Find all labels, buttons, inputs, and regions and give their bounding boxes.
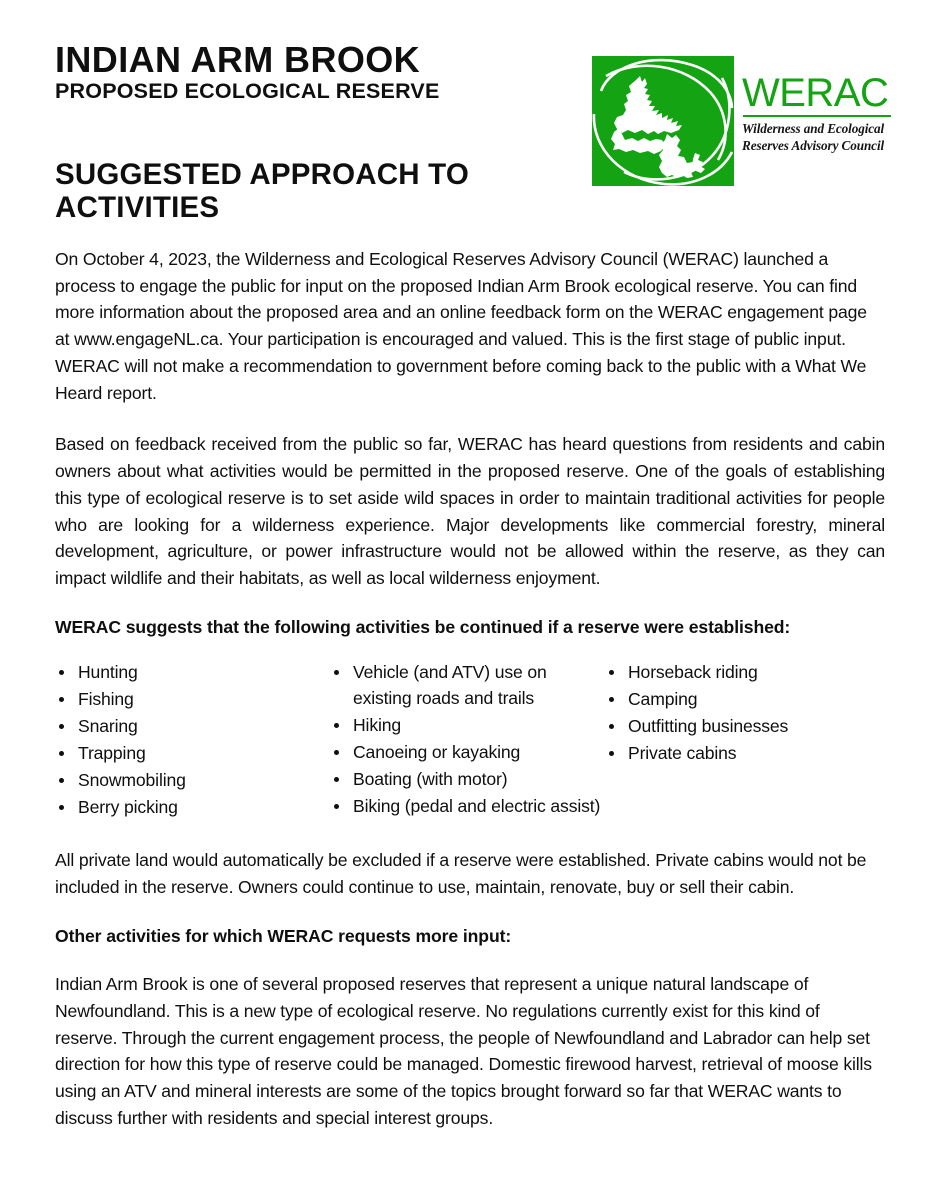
activities-column-3 bbox=[605, 660, 885, 768]
activities-lead-text: WERAC suggests that the following activities be continued if a reserve were established: bbox=[55, 616, 791, 637]
list-item: Fishing bbox=[55, 687, 330, 713]
paragraph-closing: Indian Arm Brook is one of several proposed reserves that represent a unique natural landscape of Newfoundland. This is a new type of ecological reserve. No regulations currently exist for this kind of reserve. Through the current engagement process, the people of Newfoundland and Labrador can help set direction for how this type of reserve could be managed. Domestic firewood harvest, retrieval of moose kills using an ATV and mineral interests are some of the topics brought forward so far that WERAC wants to discuss further with residents and special interest groups. bbox=[55, 974, 872, 1128]
list-item: Private cabins bbox=[605, 741, 885, 767]
document-header bbox=[0, 0, 927, 225]
spacer bbox=[55, 592, 885, 614]
list-item: Hunting bbox=[55, 660, 330, 686]
werac-wordmark: WERAC bbox=[742, 71, 889, 115]
list-item: Hiking bbox=[330, 713, 605, 739]
paragraph-intro: On October 4, 2023, the Wilderness and Ecological Reserves Advisory Council (WERAC) launched a process to engage the public for input on the proposed Indian Arm Brook ecological reserve. You can find more information about the proposed area and an online feedback form on the WERAC engagement page at www.engageNL.ca. Your participation is encouraged and valued. This is the first stage of public input. WERAC will not make a recommendation to government before coming back to the public with a What We Heard report. bbox=[55, 249, 867, 403]
werac-logo bbox=[592, 56, 891, 186]
activities-columns bbox=[55, 660, 885, 822]
list-item: Biking (pedal and electric assist) bbox=[330, 794, 605, 820]
activities-list-3 bbox=[605, 660, 885, 767]
page-title: INDIAN ARM BROOK bbox=[55, 39, 421, 80]
activities-column-2 bbox=[330, 660, 605, 821]
list-item: Vehicle (and ATV) use on existing roads and trails bbox=[330, 660, 605, 711]
activities-list-1 bbox=[55, 660, 330, 821]
document-body bbox=[55, 246, 885, 1131]
list-item: Berry picking bbox=[55, 795, 330, 821]
list-item: Camping bbox=[605, 687, 885, 713]
spacer bbox=[55, 901, 885, 923]
werac-tagline-line2: Reserves Advisory Council bbox=[742, 137, 885, 153]
werac-logo-mark-icon bbox=[592, 56, 734, 186]
page-subtitle: PROPOSED ECOLOGICAL RESERVE bbox=[55, 78, 440, 103]
paragraph-feedback: Based on feedback received from the public so far, WERAC has heard questions from residents and cabin owners about what activities would be permitted in the proposed reserve. One of the goals of establishing this type of ecological reserve is to set aside wild spaces in order to maintain traditional activities for people who are looking for a wilderness experience. Major developments like commercial forestry, mineral development, agriculture, or power infrastructure would not be allowed within the reserve, as they can impact wildlife and their habitats, as well as local wilderness enjoyment. bbox=[55, 434, 885, 589]
activities-list-2 bbox=[330, 660, 605, 819]
paragraph-private-land: All private land would automatically be excluded if a reserve were established. Private cabins would not be included in the reserve. Owners could continue to use, maintain, renovate, buy or sell their cabin. bbox=[55, 850, 867, 897]
list-item: Snowmobiling bbox=[55, 768, 330, 794]
title-block bbox=[55, 39, 585, 103]
other-activities-lead-text: Other activities for which WERAC requests more input: bbox=[55, 925, 512, 946]
werac-tagline-line1: Wilderness and Ecological bbox=[742, 121, 885, 136]
list-item: Horseback riding bbox=[605, 660, 885, 686]
list-item: Trapping bbox=[55, 741, 330, 767]
werac-logo-rule bbox=[743, 115, 891, 117]
section-heading: SUGGESTED APPROACH TO ACTIVITIES bbox=[55, 158, 469, 225]
list-item: Canoeing or kayaking bbox=[330, 740, 605, 766]
list-item: Outfitting businesses bbox=[605, 714, 885, 740]
spacer bbox=[55, 822, 885, 847]
list-item: Boating (with motor) bbox=[330, 767, 605, 793]
werac-logo-text bbox=[742, 56, 891, 154]
spacer bbox=[55, 406, 885, 431]
spacer bbox=[55, 949, 885, 971]
list-item: Snaring bbox=[55, 714, 330, 740]
activities-column-1 bbox=[55, 660, 330, 822]
